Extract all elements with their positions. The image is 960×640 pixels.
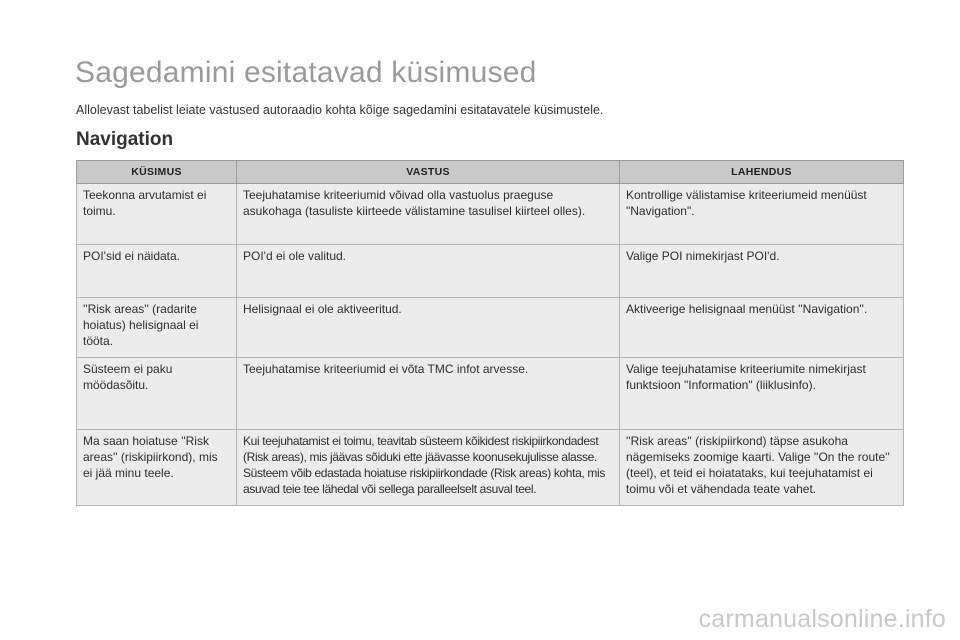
answer-cell: Kui teejuhatamist ei toimu, teavitab süsteem kõikidest riskipiirkondadest (Risk areas), mis jäävas sõiduki ette jäävasse koonusekujulisse alasse. Süsteem võib edastada hoiatuse riskipiirkondade (Risk areas) kohta, mis asuvad teie tee lähedal või sellega paralleelselt asuval teel. <box>237 430 620 506</box>
answer-cell: Teejuhatamise kriteeriumid võivad olla vastuolus praeguse asukohaga (tasuliste kiirteede välistamine tasulisel kiirteel olles). <box>237 184 620 245</box>
solution-cell: ''Risk areas'' (riskipiirkond) täpse asukoha nägemiseks zoomige kaarti. Valige ''On the route'' (teel), et teid ei hoiatataks, kui teejuhatamist ei toimu või et vähendada teate vahet. <box>620 430 904 506</box>
intro-text: Allolevast tabelist leiate vastused autoraadio kohta kõige sagedamini esitatavatele küsimustele. <box>76 103 604 117</box>
solution-cell: Valige teejuhatamise kriteeriumite nimekirjast funktsioon "Information" (liiklusinfo). <box>620 358 904 430</box>
faq-table <box>76 160 904 506</box>
answer-cell: Helisignaal ei ole aktiveeritud. <box>237 298 620 358</box>
table-row <box>77 298 904 358</box>
solution-cell: Aktiveerige helisignaal menüüst ''Navigation''. <box>620 298 904 358</box>
answer-cell: POI'd ei ole valitud. <box>237 245 620 298</box>
header-solution: LAHENDUS <box>620 161 904 184</box>
question-cell: POI'sid ei näidata. <box>77 245 237 298</box>
solution-cell: Kontrollige välistamise kriteeriumeid menüüst "Navigation". <box>620 184 904 245</box>
answer-cell: Teejuhatamise kriteeriumid ei võta TMC infot arvesse. <box>237 358 620 430</box>
table-row <box>77 430 904 506</box>
section-heading: Navigation <box>76 129 174 150</box>
question-cell: Ma saan hoiatuse ''Risk areas'' (riskipiirkond), mis ei jää minu teele. <box>77 430 237 506</box>
page-title: Sagedamini esitatavad küsimused <box>75 56 537 89</box>
watermark: carmanualsonline.info <box>698 605 946 633</box>
table-header-row <box>77 161 904 184</box>
question-cell: ''Risk areas'' (radarite hoiatus) helisignaal ei tööta. <box>77 298 237 358</box>
table-row <box>77 358 904 430</box>
table-row <box>77 184 904 245</box>
table-row <box>77 245 904 298</box>
question-cell: Teekonna arvutamist ei toimu. <box>77 184 237 245</box>
header-answer: VASTUS <box>237 161 620 184</box>
question-cell: Süsteem ei paku möödasõitu. <box>77 358 237 430</box>
solution-cell: Valige POI nimekirjast POI'd. <box>620 245 904 298</box>
header-question: KÜSIMUS <box>77 161 237 184</box>
